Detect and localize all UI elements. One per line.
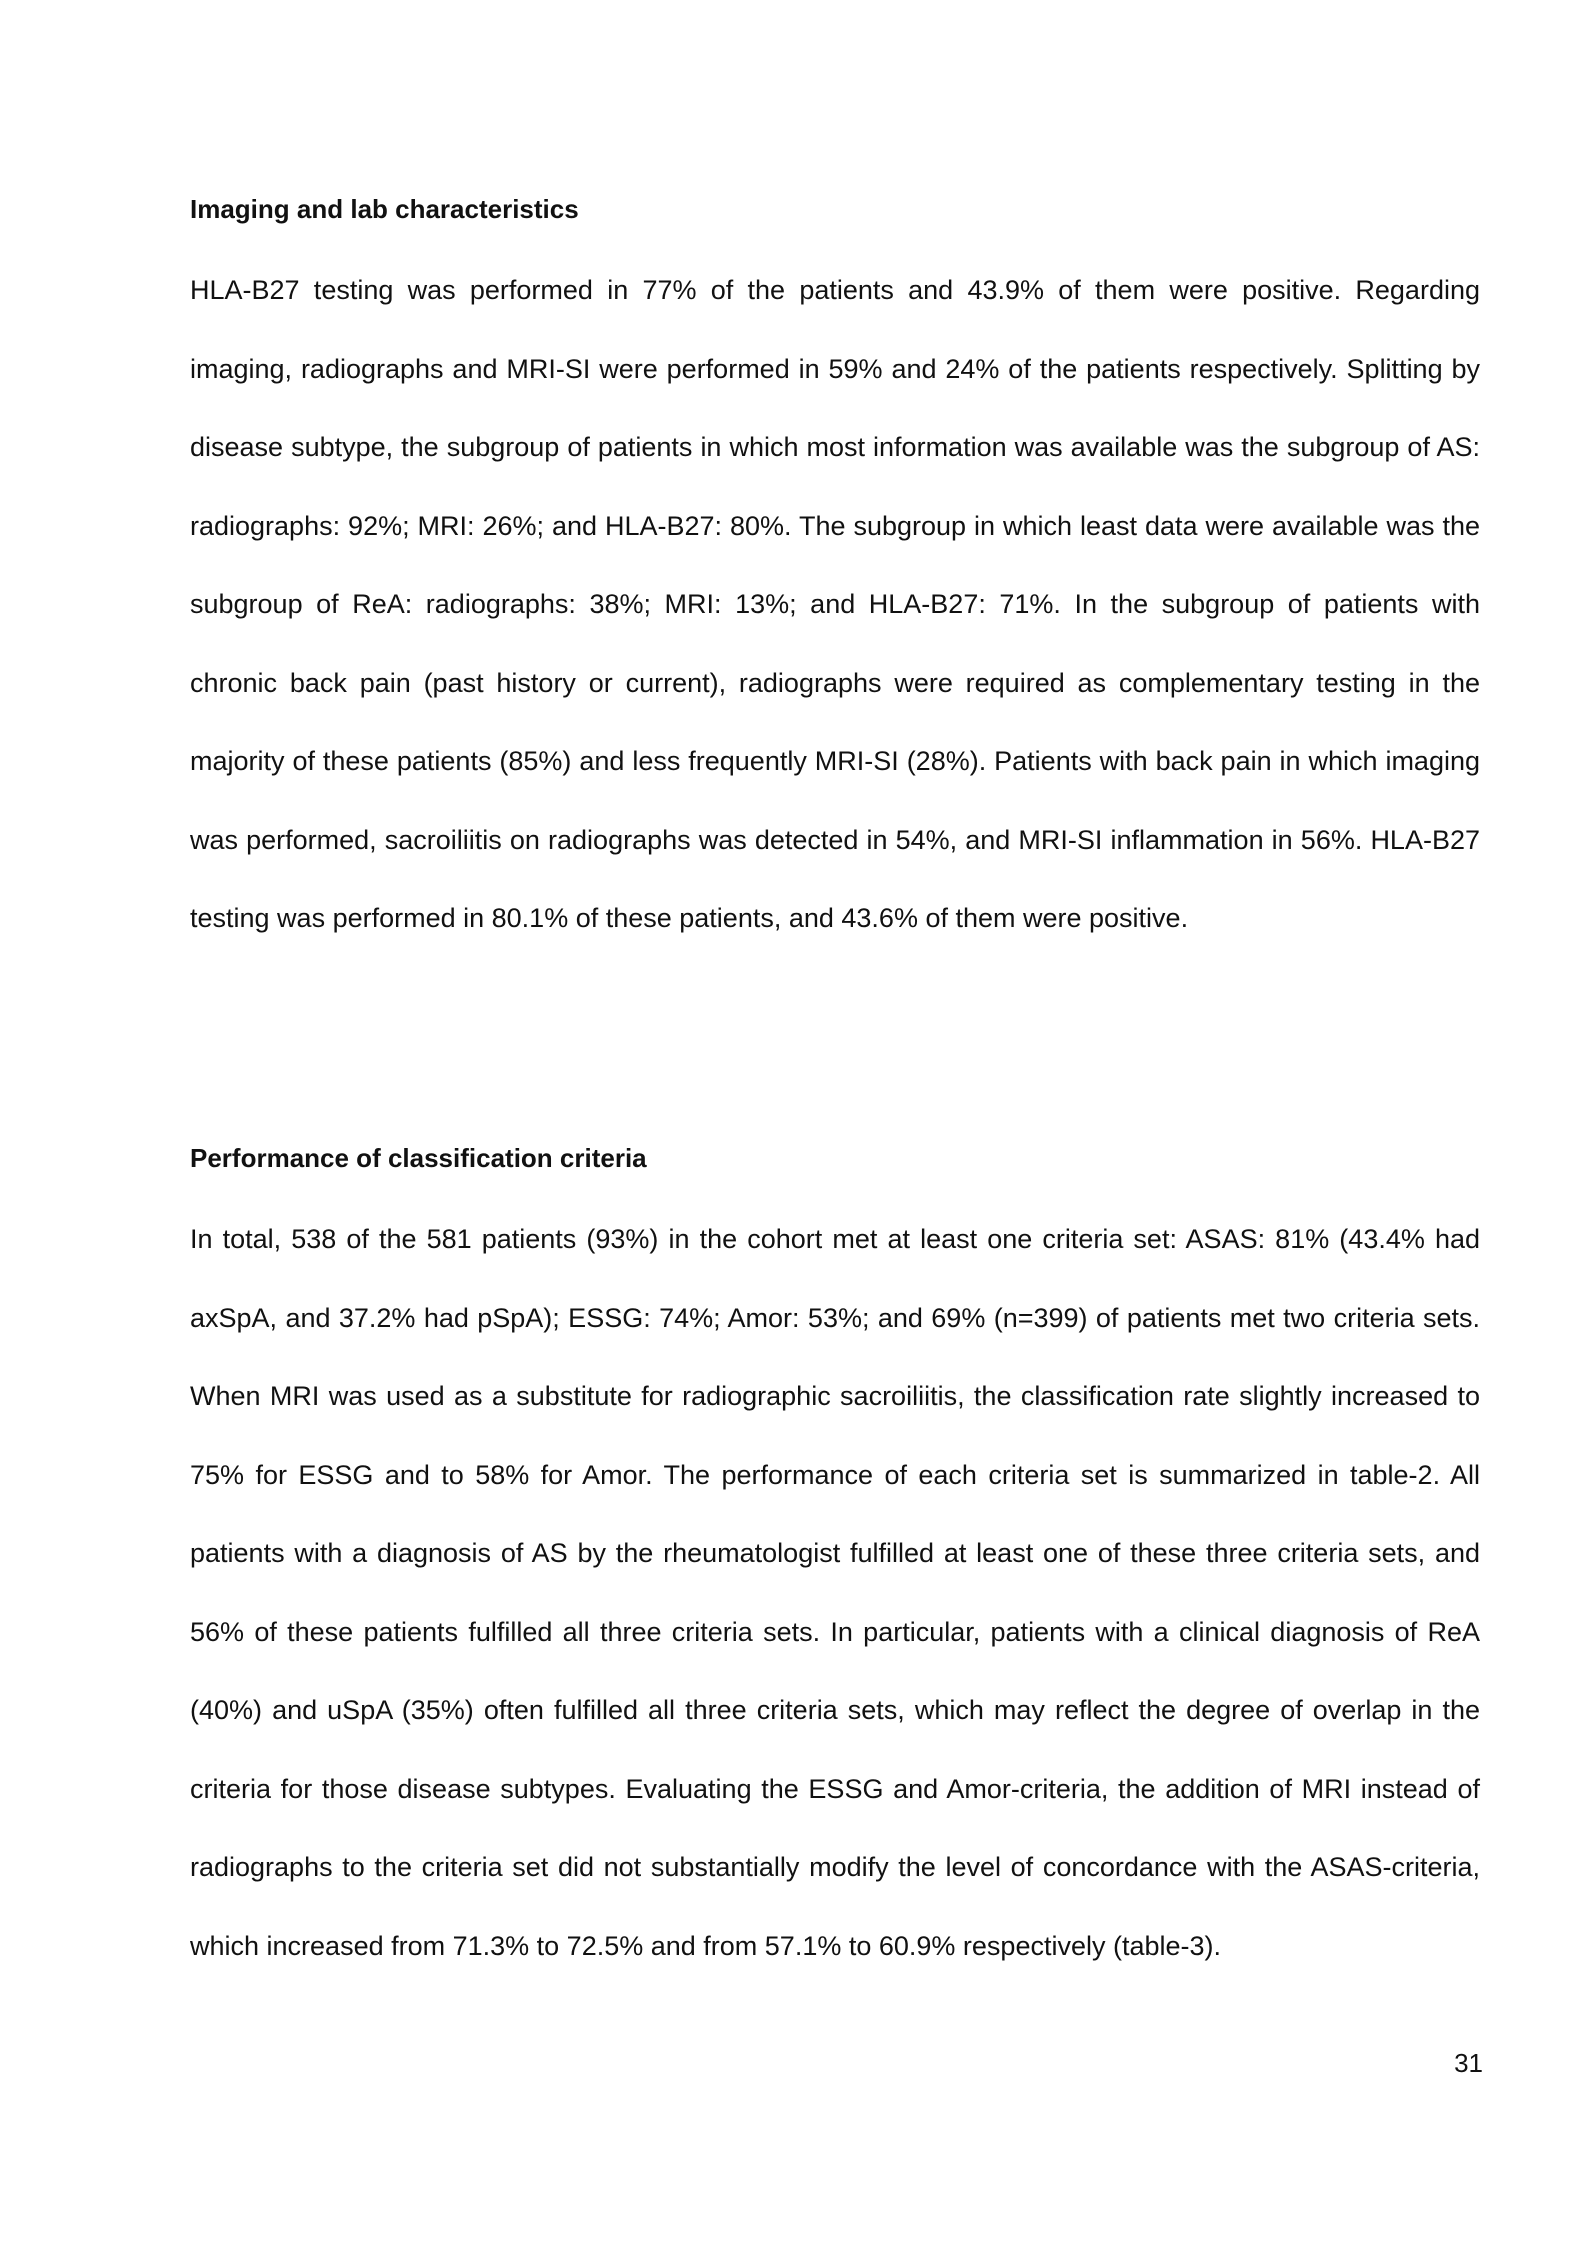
section-paragraph: HLA-B27 testing was performed in 77% of the patients and 43.9% of them were positive. Regarding imaging, radiographs and MRI-SI were performed in 59% and 24% of the patients respectively. Splitting by disease subtype, the subgroup of patients in which most information was available was the subgroup of AS: radiographs: 92%; MRI: 26%; and HLA-B27: 80%. The subgroup in which least data were available was the subgroup of ReA: radiographs: 38%; MRI: 13%; and HLA-B27: 71%. In the subgroup of patients with chronic back pain (past history or current), radiographs were required as complementary testing in the majority of these patients (85%) and less frequently MRI-SI (28%). Patients with back pain in which imaging was performed, sacroiliitis on radiographs was detected in 54%, and MRI-SI inflammation in 56%. HLA-B27 testing was performed in 80.1% of these patients, and 43.6% of them were positive. [190, 275, 1480, 933]
page-number: 31 [1454, 2048, 1483, 2078]
section-paragraph: In total, 538 of the 581 patients (93%) in the cohort met at least one criteria set: ASAS: 81% (43.4% had axSpA, and 37.2% had pSpA); ESSG: 74%; Amor: 53%; and 69% (n=399) of patients met two criteria sets. When MRI was used as a substitute for radiographic sacroiliitis, the classification rate slightly increased to 75% for ESSG and to 58% for Amor. The performance of each criteria set is summarized in table-2. All patients with a diagnosis of AS by the rheumatologist fulfilled at least one of these three criteria sets, and 56% of these patients fulfilled all three criteria sets. In particular, patients with a clinical diagnosis of ReA (40%) and uSpA (35%) often fulfilled all three criteria sets, which may reflect the degree of overlap in the criteria for those disease subtypes. Evaluating the ESSG and Amor-criteria, the addition of MRI instead of radiographs to the criteria set did not substantially modify the level of concordance with the ASAS-criteria, which increased from 71.3% to 72.5% and from 57.1% to 60.9% respectively (table-3). [190, 1224, 1480, 1961]
section-classification-criteria [190, 1141, 1480, 1985]
section-imaging-lab [190, 192, 1480, 958]
section-heading: Imaging and lab characteristics [190, 194, 579, 224]
section-heading: Performance of classification criteria [190, 1143, 647, 1173]
